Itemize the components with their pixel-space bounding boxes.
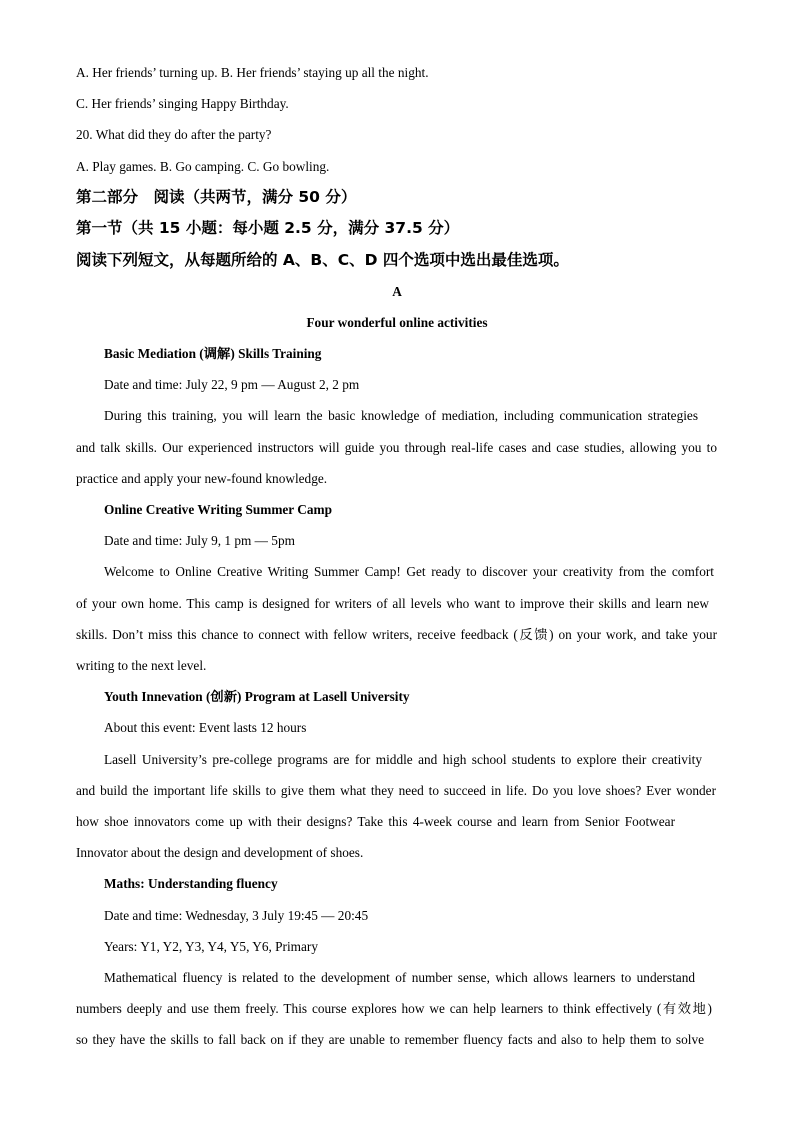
question-20: 20. What did they do after the party? [76, 127, 272, 142]
paragraph-line: numbers deeply and use them freely. This course explores how we can help learners to think effectively (有效地) [76, 1001, 712, 1016]
paragraph-line: how shoe innovators come up with their designs? Take this 4-week course and learn from Senior Footwear [76, 814, 675, 829]
paragraph-line: writing to the next level. [76, 658, 207, 673]
answer-options-q20: A. Play games. B. Go camping. C. Go bowling. [76, 159, 330, 174]
activity-date-writing-camp: Date and time: July 9, 1 pm — 5pm [104, 533, 295, 548]
paragraph-line: Welcome to Online Creative Writing Summer Camp! Get ready to discover your creativity from the comfort [104, 564, 714, 579]
activity-date-mediation: Date and time: July 22, 9 pm — August 2, 2 pm [104, 377, 360, 392]
activity-heading-maths: Maths: Understanding fluency [104, 876, 278, 891]
paragraph-line: so they have the skills to fall back on if they are unable to remember fluency facts and also to help them to solve [76, 1032, 704, 1047]
activity-heading-youth-innovation: Youth Innevation (创新) Program at Lasell University [104, 689, 410, 704]
reading-instructions: 阅读下列短文，从每题所给的 A、B、C、D 四个选项中选出最佳选项。 [76, 251, 569, 269]
activity-duration-youth-innovation: About this event: Event lasts 12 hours [104, 720, 307, 735]
passage-label: A [392, 284, 402, 299]
activity-heading-mediation: Basic Mediation (调解) Skills Training [104, 346, 322, 361]
passage-title: Four wonderful online activities [306, 315, 488, 330]
activity-years-maths: Years: Y1, Y2, Y3, Y4, Y5, Y6, Primary [104, 939, 318, 954]
paragraph-line: practice and apply your new-found knowledge. [76, 471, 328, 486]
paragraph-line: Mathematical fluency is related to the development of number sense, which allows learners to understand [104, 970, 695, 985]
activity-heading-writing-camp: Online Creative Writing Summer Camp [104, 502, 333, 517]
activity-date-maths: Date and time: Wednesday, 3 July 19:45 — 20:45 [104, 908, 369, 923]
paragraph-line: of your own home. This camp is designed for writers of all levels who want to improve their skills and learn new [76, 596, 709, 611]
paragraph-line: and build the important life skills to give them what they need to succeed in life. Do you love shoes? Ever wonder [76, 783, 716, 798]
subsection-heading: 第一节（共 15 小题：每小题 2.5 分，满分 37.5 分） [76, 219, 460, 237]
paragraph-line: Innovator about the design and development of shoes. [76, 845, 364, 860]
section-heading-reading: 第二部分 阅读（共两节，满分 50 分） [76, 188, 357, 206]
paragraph-line: skills. Don’t miss this chance to connect with fellow writers, receive feedback (反馈) on your work, and take your [76, 627, 717, 642]
answer-options-q19-ab: A. Her friends’ turning up. B. Her friends’ staying up all the night. [76, 65, 429, 80]
answer-option-q19-c: C. Her friends’ singing Happy Birthday. [76, 96, 289, 111]
paragraph-line: Lasell University’s pre-college programs are for middle and high school students to explore their creativity [104, 752, 702, 767]
paragraph-line: During this training, you will learn the basic knowledge of mediation, including communication strategies [104, 408, 698, 423]
paragraph-line: and talk skills. Our experienced instructors will guide you through real-life cases and case studies, allowing you to [76, 440, 717, 455]
